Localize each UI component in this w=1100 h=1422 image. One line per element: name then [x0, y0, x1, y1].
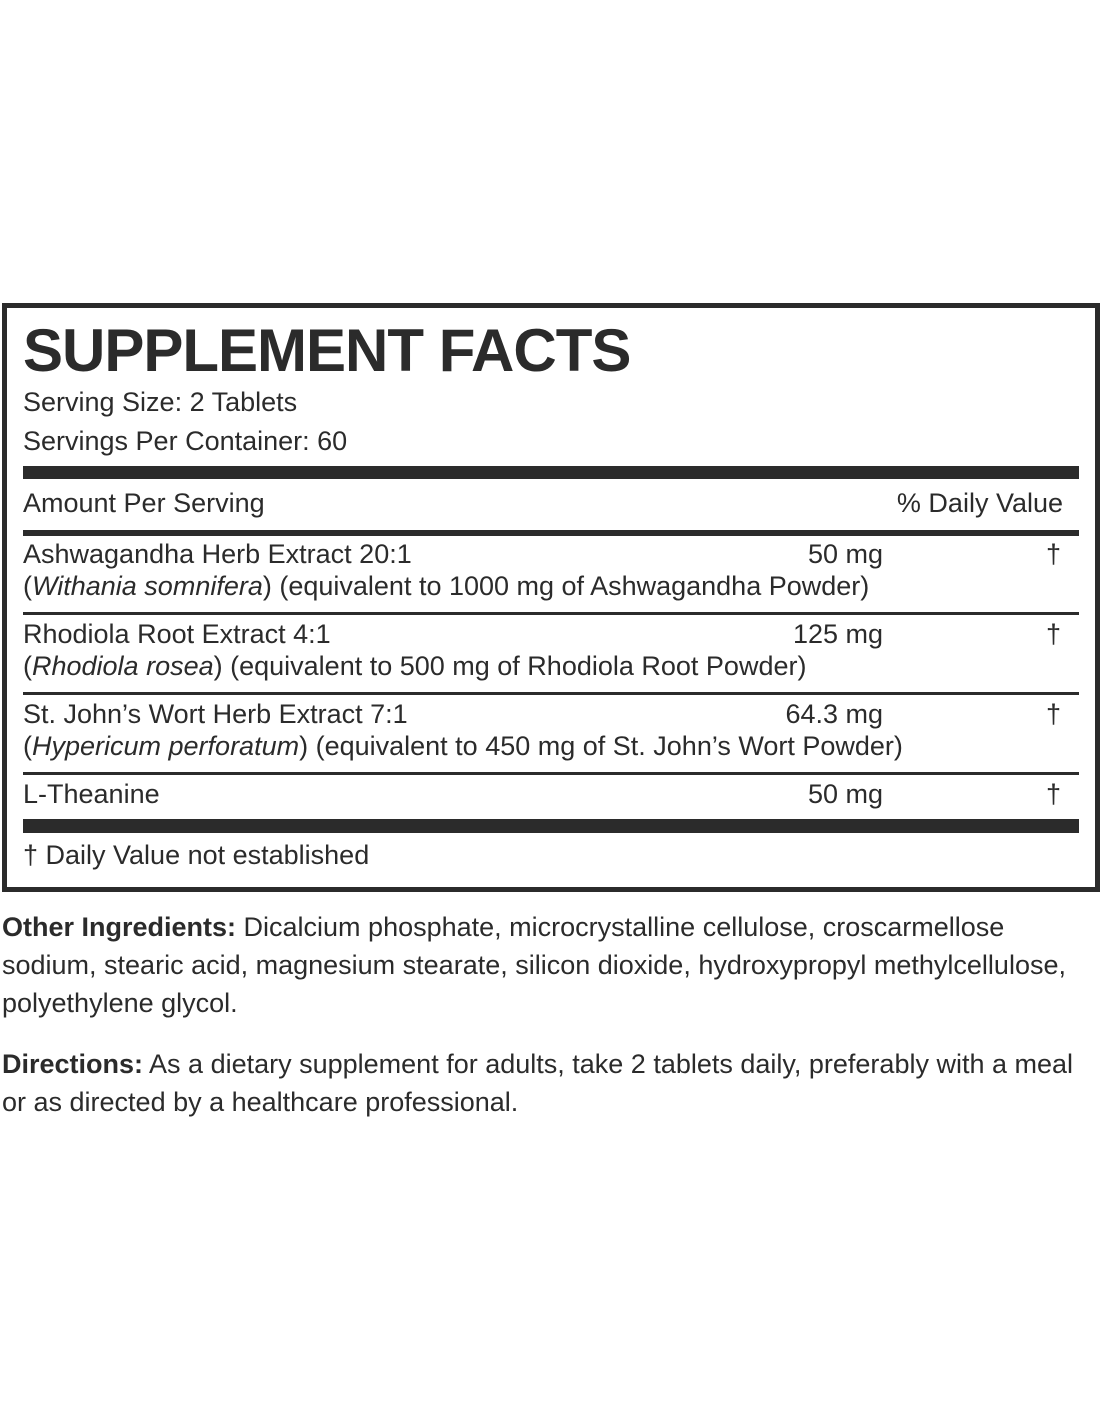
thin-divider: [23, 612, 1079, 615]
dagger-symbol: †: [1045, 619, 1061, 649]
ingredient-name: L-Theanine: [23, 779, 160, 809]
ingredient-row: [23, 618, 1079, 682]
daily-value-header: % Daily Value: [896, 488, 1063, 518]
directions-label: Directions:: [2, 1049, 144, 1079]
other-ingredients-label: Other Ingredients:: [2, 912, 237, 942]
latin-name: Rhodiola rosea: [32, 651, 214, 681]
dagger-symbol: †: [1045, 699, 1061, 729]
directions-text: As a dietary supplement for adults, take 2 tablets daily, preferably with a meal or as directed by a healthcare professional.: [2, 1049, 1074, 1117]
ingredient-row: [23, 778, 1079, 810]
dagger-symbol: †: [1045, 539, 1061, 569]
ingredient-equivalent: (equivalent to 500 mg of Rhodiola Root Powder): [222, 651, 807, 681]
ingredient-amount: 125 mg: [792, 619, 883, 649]
amount-per-serving-header: Amount Per Serving: [23, 488, 265, 518]
medium-divider: [23, 530, 1079, 536]
thick-divider-bottom: [23, 819, 1079, 833]
thin-divider: [23, 772, 1079, 775]
ingredient-name: Rhodiola Root Extract 4:1: [23, 619, 331, 649]
facts-title: SUPPLEMENT FACTS: [23, 317, 631, 384]
ingredient-amount: 50 mg: [807, 779, 883, 809]
ingredient-source: (Hypericum perforatum) (equivalent to 450 mg of St. John’s Wort Powder): [23, 731, 903, 761]
thick-divider-top: [23, 466, 1079, 479]
other-ingredients: [2, 908, 1098, 1022]
servings-per-container: Servings Per Container: 60: [23, 426, 348, 456]
supplement-facts-panel: [2, 303, 1100, 892]
ingredient-name: St. John’s Wort Herb Extract 7:1: [23, 699, 408, 729]
directions: [2, 1045, 1098, 1121]
latin-name: Withania somnifera: [32, 571, 263, 601]
ingredient-source: (Rhodiola rosea) (equivalent to 500 mg of Rhodiola Root Powder): [23, 651, 807, 681]
ingredient-amount: 50 mg: [807, 539, 883, 569]
latin-name: Hypericum perforatum: [32, 731, 300, 761]
thin-divider: [23, 692, 1079, 695]
ingredient-amount: 64.3 mg: [785, 699, 883, 729]
daily-value-footnote: † Daily Value not established: [23, 840, 370, 870]
ingredient-source: (Withania somnifera) (equivalent to 1000 mg of Ashwagandha Powder): [23, 571, 870, 601]
dagger-symbol: †: [1045, 779, 1061, 809]
ingredient-row: [23, 698, 1079, 762]
ingredient-name: Ashwagandha Herb Extract 20:1: [23, 539, 412, 569]
column-header: [23, 486, 1063, 520]
serving-size: Serving Size: 2 Tablets: [23, 387, 298, 417]
other-ingredients-text: Dicalcium phosphate, microcrystalline cellulose, croscarmellose sodium, stearic acid, magnesium stearate, silicon dioxide, hydroxypropyl methylcellulose, polyethylene glycol.: [2, 912, 1066, 1018]
ingredient-equivalent: (equivalent to 450 mg of St. John’s Wort Powder): [308, 731, 903, 761]
ingredient-row: [23, 538, 1079, 602]
ingredient-equivalent: (equivalent to 1000 mg of Ashwagandha Powder): [271, 571, 870, 601]
